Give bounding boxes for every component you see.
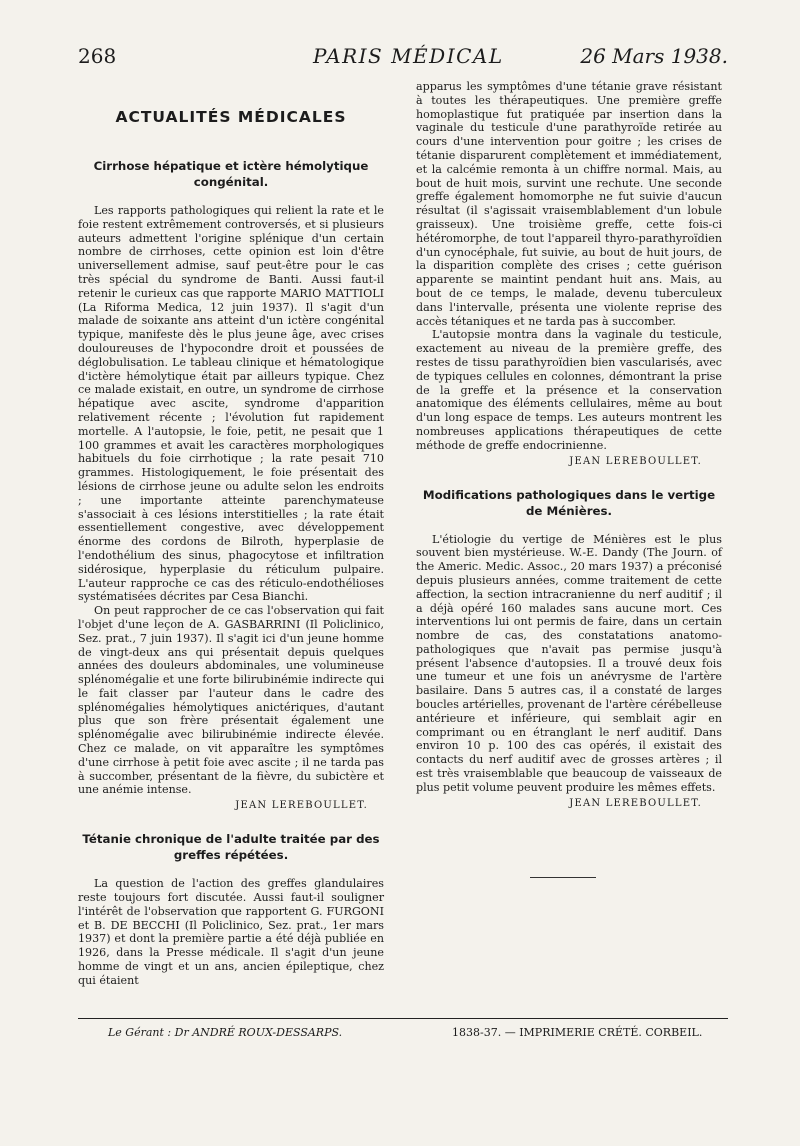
section-title: ACTUALITÉS MÉDICALES xyxy=(115,108,347,126)
footer-gerant: Le Gérant : Dr ANDRÉ ROUX-DESSARPS. xyxy=(108,1026,343,1039)
article-paragraph: L'autopsie montra dans la vaginale du testicule, exactement au niveau de la première greffe, des restes de tissu parathyroïdien bien vascularisés, avec de typiques cellules en colonnes, démontrant la prise de la greffe et la présence et la conservation anatomique des éléments cellulaires, même au bout d'un long espace de temps. Les auteurs montrent les nombreuses applications thérapeutiques de cette méthode de greffe endocrinienne. xyxy=(416,328,722,452)
article-paragraph-continued: apparus les symptômes d'une tétanie grave résistant à toutes les thérapeutiques. Une première greffe homoplastique fut pratiquée par insertion dans la vaginale du testicule d'une parathyroïde retirée au cours d'une intervention pour goitre ; les crises de tétanie disparurent complètement et immédiatement, et la calcémie remonta à un chiffre normal. Mais, au bout de huit mois, survint une rechute. Une seconde greffe également homomorphe ne fut suivie d'aucun résultat (il s'agissait vraisemblablement d'un lobule graisseux). Une troisième greffe, cette fois-ci hétéromorphe, de tout l'appareil thyro-parathyroïdien d'un cynocéphale, fut suivie, au bout de huit jours, de la disparition complète des crises ; cette guérison apparente se maintint pendant huit ans. Mais, au bout de ce temps, le malade, devenu tuberculeux dans l'intervalle, présenta une violente reprise des accès tétaniques et ne tarda pas à succomber. xyxy=(416,80,722,328)
signature: JEAN LEREBOULLET. xyxy=(569,797,702,809)
right-column xyxy=(416,80,722,829)
left-column xyxy=(78,80,384,988)
footer-divider xyxy=(78,1018,728,1019)
divider xyxy=(530,877,596,878)
article-paragraph: L'étiologie du vertige de Ménières est le plus souvent bien mystérieuse. W.-E. Dandy (The Journ. of the Americ. Medic. Assoc., 20 mars 1937) a préconisé depuis plusieurs années, comme traitement de cette affection, la section intracranienne du nerf auditif ; il a déjà opéré 160 malades sans aucune mort. Ces interventions lui ont permis de faire, dans un certain nombre de cas, des constatations anatomo-pathologiques que n'avait pas permise jusqu'à présent l'absence d'autopsies. Il a trouvé deux fois une tumeur et une fois un anévrysme de l'artère basilaire. Dans 5 autres cas, il a constaté de larges boucles artérielles, provenant de l'artère cérébelleuse antérieure et inférieure, qui semblait agir en comprimant ou en étranglant le nerf auditif. Dans environ 10 p. 100 des cas opérés, il existait des contacts du nerf auditif avec de grosses artères ; il est très vraisemblable que beaucoup de vaisseaux de plus petit volume peuvent produire les mêmes effets. xyxy=(416,532,722,794)
signature: JEAN LEREBOULLET. xyxy=(235,800,368,812)
article-title-cirrhose: Cirrhose hépatique et ictère hémolytique congénital. xyxy=(93,159,369,189)
page-number: 268 xyxy=(78,44,117,68)
issue-date: 26 Mars 1938. xyxy=(580,44,728,68)
journal-title: PARIS MÉDICAL xyxy=(313,44,504,68)
article-paragraph: On peut rapprocher de ce cas l'observation qui fait l'objet d'une leçon de A. GASBARRINI (Il Policlinico, Sez. prat., 7 juin 1937). Il s'agit ici d'un jeune homme de vingt-deux ans qui présentait depuis quelques années des douleurs abdominales, une volumineuse splénomégalie et une forte bilirubinémie indirecte qui le fait classer par l'auteur dans le cadre des splénomégalies hémolytiques anictériques, d'autant plus que son frère présentait également une splénomégalie avec bilirubinémie indirecte élevée. Chez ce malade, on vit apparaître les symptômes d'une cirrhose à petit foie avec ascite ; il ne tarda pas à succomber, présentant de la fièvre, du subictère et une anémie intense. xyxy=(78,604,384,797)
article-paragraph: La question de l'action des greffes glandulaires reste toujours fort discutée. Aussi faut-il souligner l'intérêt de l'observation que rapportent G. FURGONI et B. DE BECCHI (Il Policlinico, Sez. prat., 1er mars 1937) et dont la première partie a été déjà publiée en 1926, dans la Presse médicale. Il s'agit d'un jeune homme de vingt et un ans, ancien épileptique, chez qui étaient xyxy=(78,877,384,987)
article-title-tetanie: Tétanie chronique de l'adulte traitée par des greffes répétées. xyxy=(82,832,380,863)
footer-imprimerie: 1838-37. — IMPRIMERIE CRÉTÉ. CORBEIL. xyxy=(452,1026,703,1039)
signature: JEAN LEREBOULLET. xyxy=(569,455,702,467)
page-header xyxy=(78,44,728,72)
article-title-menieres: Modifications pathologiques dans le vertige de Ménières. xyxy=(422,487,716,518)
article-paragraph: Les rapports pathologiques qui relient la rate et le foie restent extrêmement controversés, et si plusieurs auteurs admettent l'origine splénique d'un certain nombre de cirrhoses, cette opinion est loin d'être universellement admise, sauf peut-être pour le cas très spécial du syndrome de Banti. Aussi faut-il retenir le curieux cas que rapporte MARIO MATTIOLI (La Riforma Medica, 12 juin 1937). Il s'agit d'un malade de soixante ans atteint d'un ictère congénital typique, manifeste dès le plus jeune âge, avec crises douloureuses de l'hypocondre droit et poussées de déglobulisation. Le tableau clinique et hématologique d'ictère hémolytique était par ailleurs typique. Chez ce malade existait, en outre, un syndrome de cirrhose hépatique avec ascite, syndrome d'apparition relativement récente ; l'évolution fut rapidement mortelle. A l'autopsie, le foie, petit, ne pesait que 1 100 grammes et avait les caractères morphologiques habituels du foie cirrhotique ; la rate pesait 710 grammes. Histologiquement, le foie présentait des lésions de cirrhose jeune ou adulte selon les endroits ; une importante atteinte parenchymateuse s'associait à ces lésions interstitielles ; la rate était essentiellement congestive, avec développement énorme des cordons de Bilroth, hyperplasie de l'endothélium des sinus, phagocytose et infiltration sidérosique, hyperplasie du réticulum pulpaire. L'auteur rapproche ce cas des réticulo-endothélioses systématisées décrites par Cesa Bianchi. xyxy=(78,204,384,604)
